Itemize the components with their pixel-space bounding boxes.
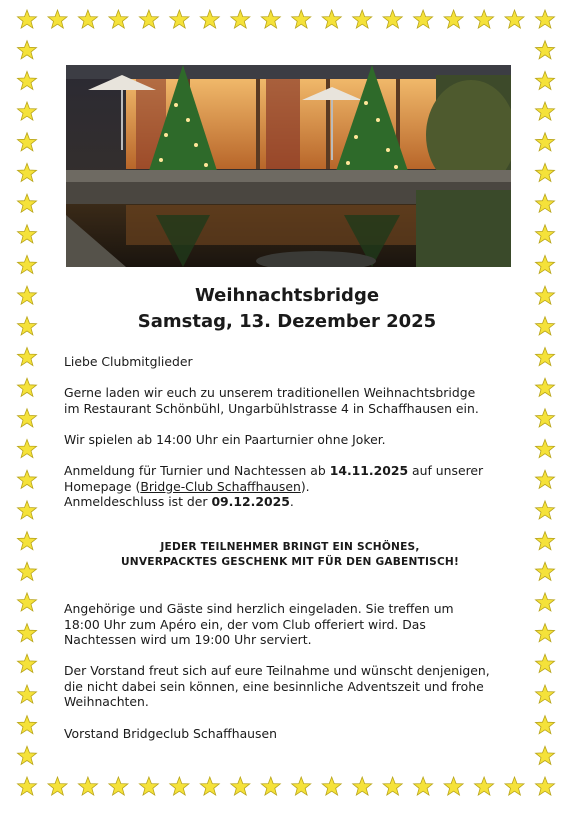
star-icon — [353, 777, 372, 795]
star-icon — [18, 71, 37, 89]
header-photo — [66, 65, 511, 267]
star-icon — [292, 777, 311, 795]
star-icon — [536, 440, 555, 458]
star-icon — [536, 562, 555, 580]
event-date: Samstag, 13. Dezember 2025 — [137, 311, 437, 332]
star-icon — [353, 10, 372, 28]
star-icon — [170, 10, 189, 28]
star-icon — [536, 409, 555, 427]
star-icon — [536, 685, 555, 703]
registration-start-date: 14.11.2025 — [329, 463, 409, 478]
star-icon — [18, 624, 37, 642]
star-icon — [536, 501, 555, 519]
guests-line: Angehörige und Gäste sind herzlich eingeladen. Sie treffen um — [64, 601, 454, 616]
star-icon — [18, 777, 37, 795]
guests-paragraph — [64, 601, 514, 648]
star-icon — [18, 133, 37, 151]
star-icon — [231, 10, 250, 28]
star-icon — [536, 10, 555, 28]
star-icon — [18, 10, 37, 28]
star-icon — [18, 41, 37, 59]
star-icon — [18, 562, 37, 580]
star-icon — [322, 10, 341, 28]
star-icon — [18, 746, 37, 764]
star-icon — [414, 777, 433, 795]
registration-text: . — [289, 494, 294, 510]
invite-paragraph — [64, 385, 514, 416]
star-icon — [322, 777, 341, 795]
star-icon — [18, 348, 37, 366]
star-icon — [536, 194, 555, 212]
star-icon — [78, 10, 97, 28]
star-icon — [109, 777, 128, 795]
star-icon — [444, 10, 463, 28]
star-icon — [383, 10, 402, 28]
star-icon — [18, 440, 37, 458]
star-icon — [536, 102, 555, 120]
star-icon — [536, 593, 555, 611]
star-icon — [414, 10, 433, 28]
star-icon — [536, 41, 555, 59]
board-line: Weihnachten. — [64, 694, 149, 710]
star-icon — [536, 470, 555, 488]
star-icon — [18, 685, 37, 703]
registration-text: Anmeldeschluss ist der — [64, 494, 212, 510]
gift-notice-line: JEDER TEILNEHMER BRINGT EIN SCHÖNES, — [160, 541, 420, 553]
star-icon — [78, 777, 97, 795]
star-icon — [109, 10, 128, 28]
star-icon — [18, 593, 37, 611]
star-icon — [18, 286, 37, 304]
board-line: Der Vorstand freut sich auf eure Teilnahme und wünscht denjenigen, — [64, 663, 490, 678]
signature: Vorstand Bridgeclub Schaffhausen — [64, 726, 277, 741]
guests-line: Nachtessen wird um 19:00 Uhr serviert. — [64, 632, 312, 648]
tournament-paragraph: Wir spielen ab 14:00 Uhr ein Paarturnier ohne Joker. — [64, 432, 386, 447]
registration-text: Homepage ( — [64, 478, 141, 494]
star-icon — [536, 255, 555, 273]
star-icon — [444, 777, 463, 795]
star-icon — [505, 777, 524, 795]
star-icon — [18, 225, 37, 243]
star-icon — [139, 10, 158, 28]
guests-line: 18:00 Uhr zum Apéro ein, der vom Club offeriert wird. Das — [64, 616, 426, 632]
star-icon — [18, 194, 37, 212]
event-title: Weihnachtsbridge — [194, 285, 380, 306]
gift-notice — [70, 540, 510, 570]
star-icon — [536, 378, 555, 396]
star-icon — [536, 317, 555, 335]
star-icon — [18, 470, 37, 488]
star-icon — [18, 163, 37, 181]
registration-text: Anmeldung für Turnier und Nachtessen ab — [64, 463, 330, 478]
star-icon — [536, 532, 555, 550]
star-icon — [475, 10, 494, 28]
star-icon — [536, 133, 555, 151]
star-icon — [536, 624, 555, 642]
star-icon — [383, 777, 402, 795]
star-icon — [18, 378, 37, 396]
star-icon — [18, 532, 37, 550]
greeting: Liebe Clubmitglieder — [64, 354, 193, 369]
star-icon — [261, 10, 280, 28]
star-icon — [536, 163, 555, 181]
star-icon — [536, 716, 555, 734]
invite-line: im Restaurant Schönbühl, Ungarbühlstrasse 4 in Schaffhausen ein. — [64, 400, 479, 416]
star-icon — [18, 501, 37, 519]
star-icon — [48, 777, 67, 795]
star-icon — [18, 654, 37, 672]
star-icon — [18, 317, 37, 335]
star-icon — [505, 10, 524, 28]
star-icon — [536, 746, 555, 764]
star-icon — [200, 10, 219, 28]
star-icon — [536, 777, 555, 795]
star-icon — [261, 777, 280, 795]
registration-deadline: 09.12.2025 — [211, 494, 290, 510]
homepage-link[interactable]: Bridge-Club Schaffhausen — [140, 478, 301, 494]
star-icon — [536, 225, 555, 243]
invite-line: Gerne laden wir euch zu unserem traditionellen Weihnachtsbridge — [64, 385, 476, 400]
star-icon — [536, 348, 555, 366]
star-icon — [231, 777, 250, 795]
star-icon — [18, 409, 37, 427]
star-icon — [48, 10, 67, 28]
star-icon — [200, 777, 219, 795]
board-line: die nicht dabei sein können, eine besinnliche Adventszeit und frohe — [64, 678, 484, 694]
registration-text: ). — [300, 478, 310, 494]
star-icon — [170, 777, 189, 795]
registration-text: auf unserer — [408, 463, 484, 478]
registration-paragraph — [64, 463, 514, 510]
star-icon — [475, 777, 494, 795]
star-icon — [18, 255, 37, 273]
star-icon — [536, 71, 555, 89]
star-icon — [536, 654, 555, 672]
star-icon — [18, 716, 37, 734]
gift-notice-line: UNVERPACKTES GESCHENK MIT FÜR DEN GABENTISCH! — [120, 556, 460, 568]
board-paragraph — [64, 663, 514, 710]
star-icon — [292, 10, 311, 28]
star-icon — [536, 286, 555, 304]
star-icon — [139, 777, 158, 795]
star-icon — [18, 102, 37, 120]
